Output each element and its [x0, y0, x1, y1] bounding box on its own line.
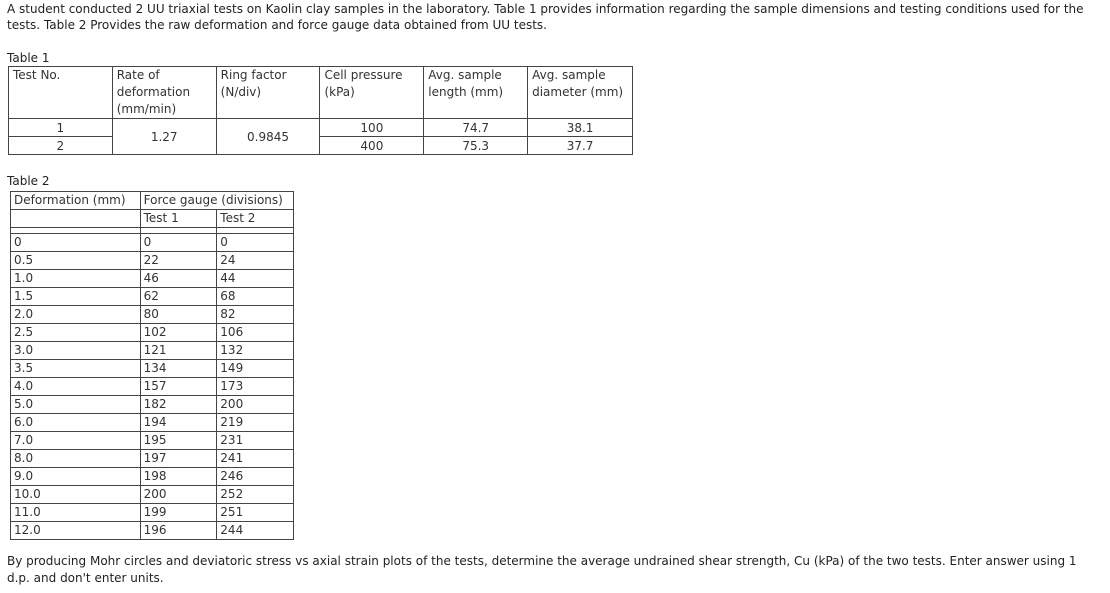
t2-header-test2: Test 2	[217, 210, 294, 228]
t2-test2-cell: 231	[217, 432, 294, 450]
table-row	[11, 432, 294, 450]
t1-row1-cell: 100	[320, 119, 424, 137]
t1-header-test-no: Test No.	[9, 67, 113, 119]
t1-header-length: Avg. sample length (mm)	[424, 67, 528, 119]
t2-test2-cell: 82	[217, 306, 294, 324]
t2-header-force: Force gauge (divisions)	[140, 192, 293, 210]
t2-test2-cell: 149	[217, 360, 294, 378]
t2-test2-cell: 44	[217, 270, 294, 288]
t1-row1-diameter: 38.1	[528, 119, 633, 137]
t2-test1-cell: 198	[140, 468, 217, 486]
table-row	[11, 378, 294, 396]
t1-row2-cell: 400	[320, 137, 424, 155]
t2-test1-cell: 194	[140, 414, 217, 432]
table-row	[11, 468, 294, 486]
t1-rate: 1.27	[112, 119, 216, 155]
t2-header-blank	[11, 210, 141, 228]
t2-deformation-cell: 7.0	[11, 432, 141, 450]
t1-row1-length: 74.7	[424, 119, 528, 137]
problem-question: By producing Mohr circles and deviatoric stress vs axial strain plots of the tests, determine the average undrained shear strength, Cu (kPa) of the two tests. Enter answer using 1 d.p. and don't enter units.	[7, 554, 1077, 585]
t2-header-test1: Test 1	[140, 210, 217, 228]
t2-test1-cell: 199	[140, 504, 217, 522]
t1-row2-length: 75.3	[424, 137, 528, 155]
t1-header-ring-factor: Ring factor (N/div)	[216, 67, 320, 119]
table-row	[11, 306, 294, 324]
table2-caption: Table 2	[7, 174, 50, 188]
table1-caption: Table 1	[7, 51, 50, 65]
t2-test1-cell: 62	[140, 288, 217, 306]
t2-test1-cell: 196	[140, 522, 217, 540]
t2-deformation-cell: 6.0	[11, 414, 141, 432]
t2-deformation-cell: 3.0	[11, 342, 141, 360]
t1-ring-factor: 0.9845	[216, 119, 320, 155]
table-row	[11, 324, 294, 342]
t2-test2-cell: 200	[217, 396, 294, 414]
t2-test1-cell: 197	[140, 450, 217, 468]
t1-row2-test: 2	[9, 137, 113, 155]
t2-test1-cell: 80	[140, 306, 217, 324]
t2-deformation-cell: 0	[11, 234, 141, 252]
t2-test1-cell: 134	[140, 360, 217, 378]
table-row	[11, 342, 294, 360]
t2-header-deformation: Deformation (mm)	[11, 192, 141, 210]
t2-test2-cell: 132	[217, 342, 294, 360]
t2-test1-cell: 195	[140, 432, 217, 450]
t2-test1-cell: 200	[140, 486, 217, 504]
table-row	[11, 288, 294, 306]
t2-test1-cell: 102	[140, 324, 217, 342]
t2-deformation-cell: 2.0	[11, 306, 141, 324]
t2-test2-cell: 244	[217, 522, 294, 540]
t2-test1-cell: 182	[140, 396, 217, 414]
t2-deformation-cell: 12.0	[11, 522, 141, 540]
t2-deformation-cell: 0.5	[11, 252, 141, 270]
t1-header-rate: Rate of deformation (mm/min)	[112, 67, 216, 119]
t2-deformation-cell: 10.0	[11, 486, 141, 504]
table2	[10, 191, 294, 540]
t2-test1-cell: 0	[140, 234, 217, 252]
table-row	[11, 414, 294, 432]
t2-test2-cell: 252	[217, 486, 294, 504]
table-row	[11, 450, 294, 468]
t2-test1-cell: 22	[140, 252, 217, 270]
table-row	[11, 270, 294, 288]
t2-deformation-cell: 1.5	[11, 288, 141, 306]
t2-deformation-cell: 11.0	[11, 504, 141, 522]
problem-intro: A student conducted 2 UU triaxial tests on Kaolin clay samples in the laboratory. Table 1 provides information regarding the sample dimensions and testing conditions used for the tests. Table 2 Provides the raw deformation and force gauge data obtained from UU tests.	[7, 2, 1084, 32]
table-row	[11, 504, 294, 522]
table-row	[11, 252, 294, 270]
t2-deformation-cell: 1.0	[11, 270, 141, 288]
t2-test1-cell: 46	[140, 270, 217, 288]
t2-deformation-cell: 9.0	[11, 468, 141, 486]
table-row	[11, 360, 294, 378]
t1-row2-diameter: 37.7	[528, 137, 633, 155]
t2-test2-cell: 173	[217, 378, 294, 396]
t1-header-cell-pressure: Cell pressure (kPa)	[320, 67, 424, 119]
table-row	[11, 486, 294, 504]
t1-row1-test: 1	[9, 119, 113, 137]
t2-test2-cell: 219	[217, 414, 294, 432]
t2-test2-cell: 0	[217, 234, 294, 252]
t2-deformation-cell: 4.0	[11, 378, 141, 396]
t2-test2-cell: 246	[217, 468, 294, 486]
t2-test2-cell: 106	[217, 324, 294, 342]
t2-deformation-cell: 5.0	[11, 396, 141, 414]
table-row	[11, 396, 294, 414]
t2-deformation-cell: 8.0	[11, 450, 141, 468]
t2-test2-cell: 251	[217, 504, 294, 522]
table-row	[11, 234, 294, 252]
t2-test1-cell: 157	[140, 378, 217, 396]
table1	[8, 66, 633, 155]
t1-header-diameter: Avg. sample diameter (mm)	[528, 67, 633, 119]
t2-test2-cell: 24	[217, 252, 294, 270]
t2-deformation-cell: 3.5	[11, 360, 141, 378]
t2-test2-cell: 241	[217, 450, 294, 468]
t2-deformation-cell: 2.5	[11, 324, 141, 342]
table-row	[11, 522, 294, 540]
t2-test2-cell: 68	[217, 288, 294, 306]
t2-test1-cell: 121	[140, 342, 217, 360]
